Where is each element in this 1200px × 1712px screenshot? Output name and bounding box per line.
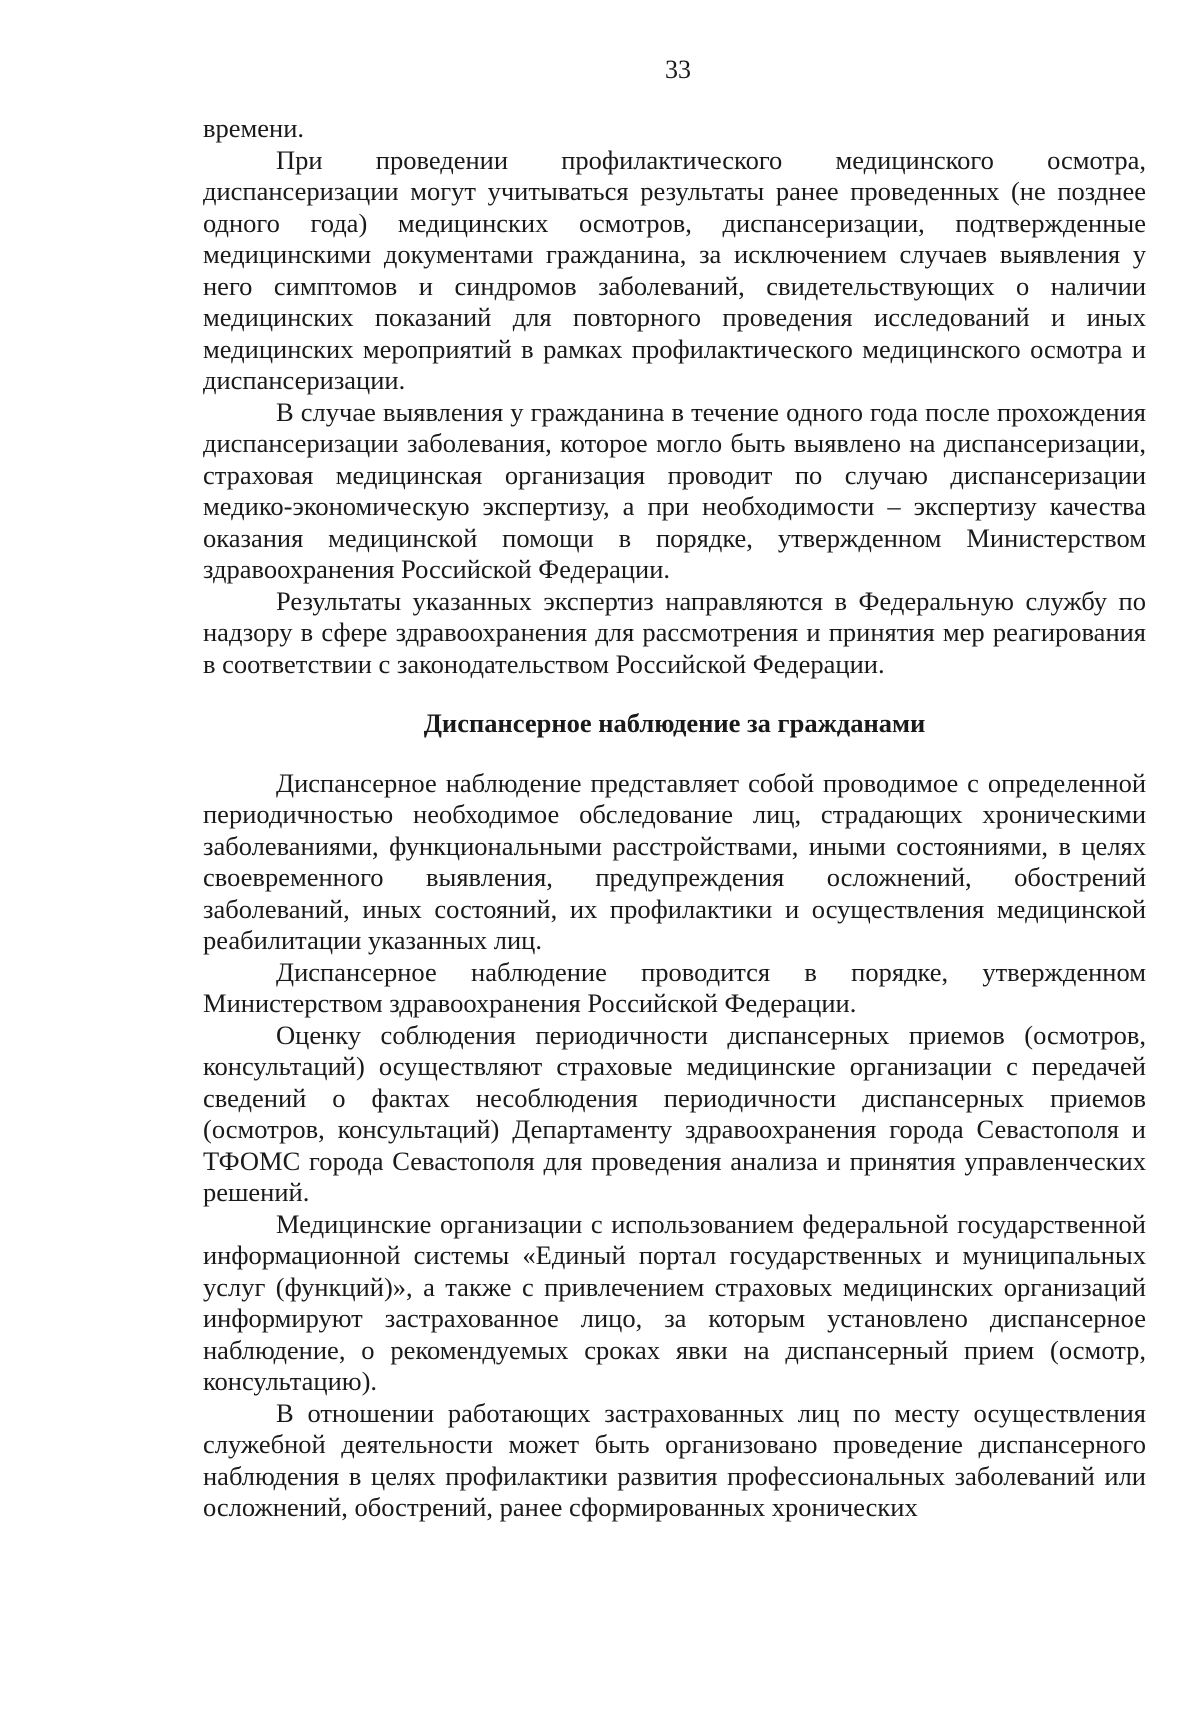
document-body <box>203 113 1146 1524</box>
paragraph: Диспансерное наблюдение представляет собой проводимое с определенной периодичностью необходимое обследование лиц, страдающих хроническими заболеваниями, функциональными расстройствами, иными состояниями, в целях своевременного выявления, предупреждения осложнений, обострений заболеваний, иных состояний, их профилактики и осуществления медицинской реабилитации указанных лиц. <box>203 767 1146 955</box>
paragraph: Медицинские организации с использованием федеральной государственной информационной системы «Единый портал государственных и муниципальных услуг (функций)», а также с привлечением страховых медицинских организаций информируют застрахованное лицо, за которым установлено диспансерное наблюдение, о рекомендуемых сроках явки на диспансерный прием (осмотр, консультацию). <box>203 1208 1146 1396</box>
section-heading: Диспансерное наблюдение за гражданами <box>423 708 926 738</box>
page-number: 33 <box>665 55 691 84</box>
paragraph: Результаты указанных экспертиз направляются в Федеральную службу по надзору в сфере здравоохранения для рассмотрения и принятия мер реагирования в соответствии с законодательством Российской Федерации. <box>203 585 1146 679</box>
paragraph: В отношении работающих застрахованных лиц по месту осуществления служебной деятельности может быть организовано проведение диспансерного наблюдения в целях профилактики развития профессиональных заболеваний или осложнений, обострений, ранее сформированных хронических <box>203 1397 1146 1522</box>
paragraph: Оценку соблюдения периодичности диспансерных приемов (осмотров, консультаций) осуществляют страховые медицинские организации с передачей сведений о фактах несоблюдения периодичности диспансерных приемов (осмотров, консультаций) Департаменту здравоохранения города Севастополя и ТФОМС города Севастополя для проведения анализа и принятия управленческих решений. <box>203 1019 1146 1207</box>
paragraph: При проведении профилактического медицинского осмотра, диспансеризации могут учитываться результаты ранее проведенных (не позднее одного года) медицинских осмотров, диспансеризации, подтвержденные медицинскими документами гражданина, за исключением случаев выявления у него симптомов и синдромов заболеваний, свидетельствующих о наличии медицинских показаний для повторного проведения исследований и иных медицинских мероприятий в рамках профилактического медицинского осмотра и диспансеризации. <box>203 144 1146 395</box>
paragraph: В случае выявления у гражданина в течение одного года после прохождения диспансеризации заболевания, которое могло быть выявлено на диспансеризации, страховая медицинская организация проводит по случаю диспансеризации медико-экономическую экспертизу, а при необходимости – экспертизу качества оказания медицинской помощи в порядке, утвержденном Министерством здравоохранения Российской Федерации. <box>203 396 1146 584</box>
paragraph: времени. <box>203 113 305 143</box>
paragraph: Диспансерное наблюдение проводится в порядке, утвержденном Министерством здравоохранения Российской Федерации. <box>203 956 1146 1018</box>
